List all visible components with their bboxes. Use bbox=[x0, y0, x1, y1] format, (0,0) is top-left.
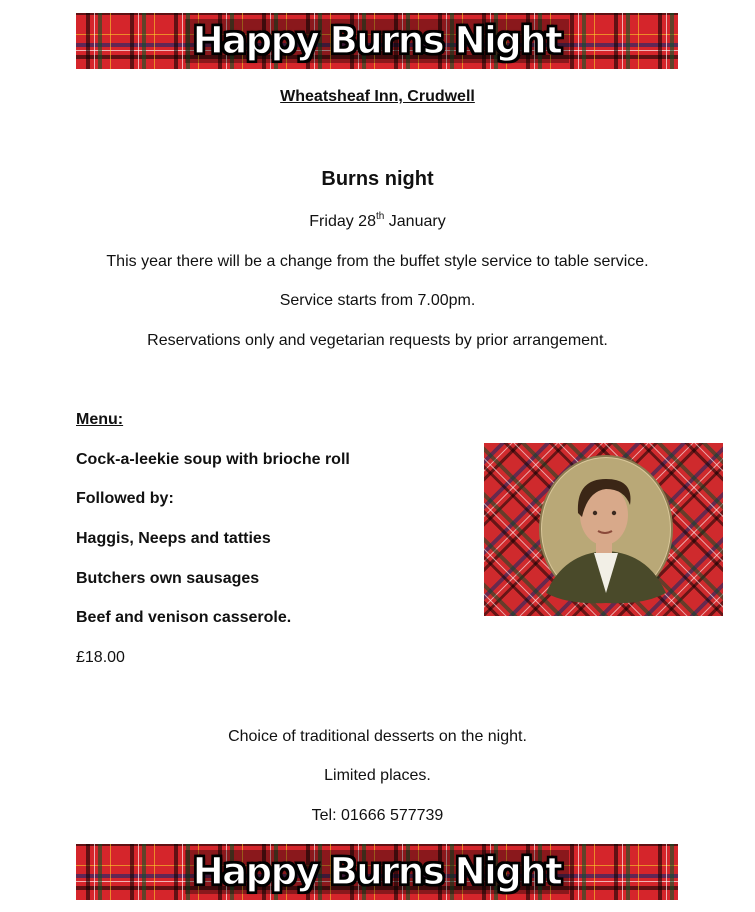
date-suffix-ordinal: th bbox=[375, 211, 385, 222]
telephone-text: Tel: 01666 577739 bbox=[311, 807, 444, 824]
menu-price: £18.00 bbox=[76, 649, 125, 666]
event-title: Burns night bbox=[321, 168, 434, 190]
menu-item: Butchers own sausages bbox=[76, 570, 260, 587]
portrait-illustration bbox=[484, 443, 723, 616]
robert-burns-portrait bbox=[484, 443, 723, 616]
menu-item: Beef and venison casserole. bbox=[76, 609, 292, 626]
date-prefix: Friday 28 bbox=[309, 213, 376, 230]
bottom-tartan-banner bbox=[76, 844, 678, 900]
desserts-text: Choice of traditional desserts on the night. bbox=[228, 728, 527, 745]
top-tartan-banner bbox=[76, 13, 678, 69]
banner-title: Happy Burns Night bbox=[185, 850, 570, 894]
menu-item: Haggis, Neeps and tatties bbox=[76, 530, 271, 547]
venue-name: Wheatsheaf Inn, Crudwell bbox=[280, 88, 475, 105]
menu-heading: Menu: bbox=[76, 411, 124, 428]
menu-item: Followed by: bbox=[76, 490, 174, 507]
limited-places-text: Limited places. bbox=[324, 767, 431, 784]
service-change-text: This year there will be a change from the buffet style service to table service. bbox=[106, 253, 649, 270]
menu-item: Cock-a-leekie soup with brioche roll bbox=[76, 451, 350, 468]
banner-title: Happy Burns Night bbox=[185, 19, 570, 63]
reservations-text: Reservations only and vegetarian requests by prior arrangement. bbox=[147, 332, 608, 349]
date-month: January bbox=[384, 213, 446, 230]
event-date bbox=[0, 213, 755, 231]
service-start-text: Service starts from 7.00pm. bbox=[279, 292, 476, 309]
